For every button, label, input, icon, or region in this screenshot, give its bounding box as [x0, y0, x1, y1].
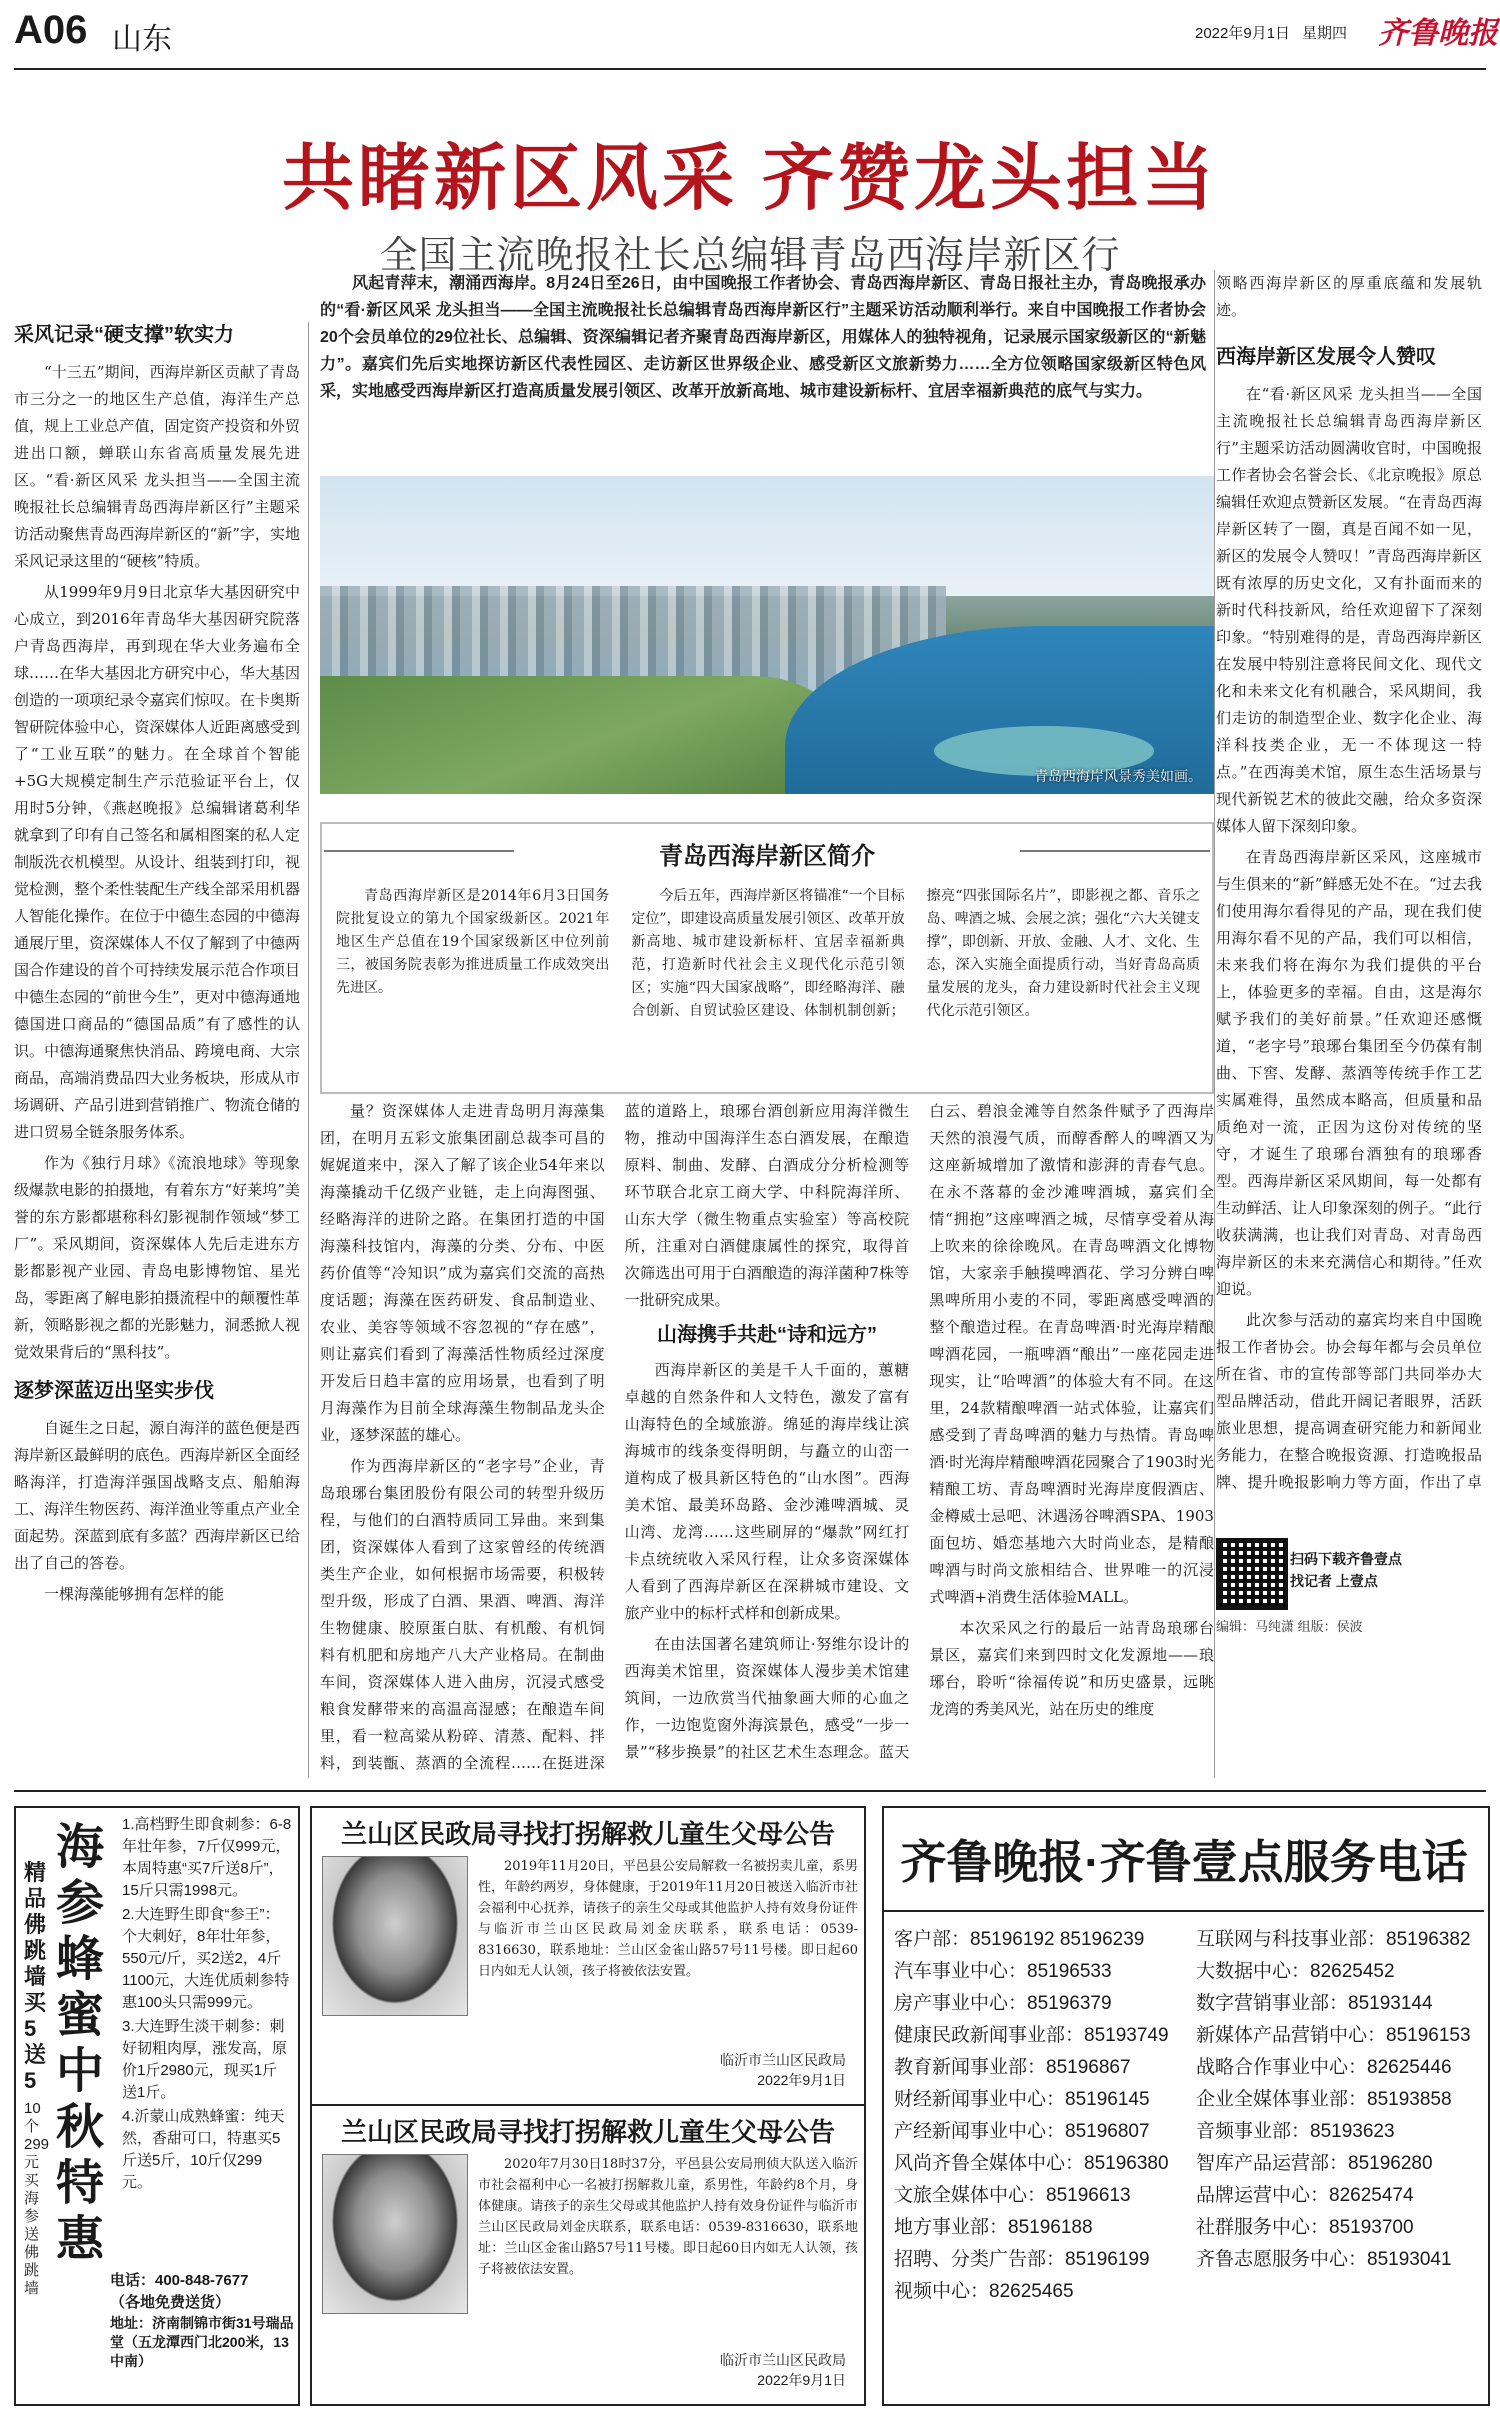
main-headline: 共睹新区风采 齐赞龙头担当 [281, 139, 1218, 219]
service-title-rule [884, 1910, 1484, 1912]
notice-2-title: 兰山区民政局寻找打拐解救儿童生父母公告 [340, 2117, 835, 2147]
child-photo [322, 1856, 468, 2016]
service-entry: 战略合作事业中心：82625446 [1196, 2057, 1452, 2078]
service-entry: 新媒体产品营销中心：85196153 [1196, 2025, 1471, 2046]
ad-delivery-note: （各地免费送货） [110, 2294, 231, 2311]
notice-1-sign [478, 2050, 846, 2090]
notice-1-title: 兰山区民政局寻找打拐解救儿童生父母公告 [340, 1819, 835, 1849]
left-paragraph: 一棵海藻能够拥有怎样的能 [44, 1585, 225, 1603]
right-column [1216, 270, 1482, 1490]
left-paragraph: 从1999年9月9日北京华大基因研究中心成立，到2016年青岛华大基因研究院落户青岛西海岸，再到现在华大业务遍布全球……在华大基因北方研究中心，华大基因创造的一项项纪录令嘉宾们惊叹。在卡奥斯智研院体验中心，资深媒体人近距离感受到了“工业互联”的魅力。在全球首个智能+5G大规模定制生产示范验证平台上，仅用时5分钟，《燕赵晚报》总编辑诸葛利华就拿到了印有自己签名和属相图案的私人定制版洗衣机模型。从设计、组装到打印，视觉检测，整个柔性装配生产线全部采用机器人智能化操作。在位于中德生态园的中德海通展厅里，资深媒体人不仅了解到了中德两国合作建设的首个可持续发展示范合作项目中德生态园的“前世今生”，更对中德海通地德国进口商品的“德国品质”有了感性的认识。中德海通聚焦快消品、跨境电商、大宗商品，高端消费品四大业务板块，形成从市场调研、产品引进到营销推广、物流仓储的进口贸易全链条服务体系。 [14, 583, 300, 1141]
editor-credit: 编辑：马纯潇 组版：侯波 [1216, 1619, 1363, 1634]
child-photo [322, 2154, 468, 2314]
middle-subtitle: 山海携手共赴“诗和远方” [656, 1324, 877, 1346]
ad-item: 1.高档野生即食刺参：6-8年壮年参，7斤仅999元，本周特惠“买7斤送8斤”，15斤只需1998元。 [122, 1816, 292, 1899]
ad-side-text: 精品佛跳墙买5送5 [24, 1860, 47, 2093]
middle-paragraph: 作为西海岸新区的“老字号”企业，青岛琅琊台集团股份有限公司的转型升级历程，与他们的白酒特质同工异曲。来到集团，资深媒体人看到了这家曾经的传统酒类生产企业，如何根据市场需要，积极转型升级，形成了白酒、果酒、啤酒、海洋生物健康、胶原蛋白肽、有机酸、有机饲料有机肥和房地产八大产业格局。在制曲车间，资深媒体人进入曲房，沉浸式感受粮食发酵带来的高温高湿感；在酿造车间里，看一粒高粱从粉碎、清蒸、配料、拌料，到装甑、蒸酒的全流程……在挺进深蓝的道路上，琅琊台酒创新应用海洋微生物，推动中国海洋生态白酒发展，在酿造原料、制曲、发酵、白酒成分分析检测等环节联合北京工商大学、中科院海洋所、山东大学（微生物重点实验室）等高校院所，注重对白酒健康属性的探究，取得首次筛选出可用于白酒酿造的海洋菌种7株等一批研究成果。 [320, 1102, 910, 1772]
left-column [14, 322, 300, 1778]
service-title: 齐鲁晚报·齐鲁壹点服务电话 [900, 1836, 1468, 1888]
ad-product-list [122, 1814, 292, 2196]
issue-weekday: 星期四 [1302, 25, 1348, 42]
service-entry: 文旅全媒体中心：85196613 [894, 2185, 1131, 2206]
middle-columns [320, 1098, 1214, 1778]
notice-1-date: 2022年9月1日 [757, 2072, 846, 2088]
service-entry: 健康民政新闻事业部：85193749 [894, 2025, 1169, 2046]
qr-code[interactable] [1216, 1538, 1288, 1610]
right-section-title: 西海岸新区发展令人赞叹 [1216, 346, 1436, 368]
ad-address: 地址：济南制锦市街31号瑞品堂（五龙潭西门北200米，13中南） [110, 2315, 294, 2369]
middle-paragraph: 量？资深媒体人走进青岛明月海藻集团，在明月五彩文旅集团副总裁李可昌的娓娓道来中，深入了解了该企业54年来以海藻撬动千亿级产业链，走上向海图强、经略海洋的进阶之路。在集团打造的中国海藻科技馆内，海藻的分类、分布、中医药价值等“冷知识”成为嘉宾们交流的高热度话题；海藻在医药研发、食品制造业、农业、美容等领域不容忽视的“存在感”，则让嘉宾们看到了海藻活性物质经过深度开发后日趋丰富的应用场景，也看到了明月海藻作为目前全球海藻生物制品龙头企业，逐梦深蓝的雄心。 [320, 1102, 605, 1444]
page-code: A06 [14, 8, 88, 52]
right-paragraph: 在“看·新区风采 龙头担当——全国主流晚报社长总编辑青岛西海岸新区行”主题采访活动圆满收官时，中国晚报工作者协会名誉会长、《北京晚报》原总编辑任欢迎点赞新区发展。“在青岛西海岸新区转了一圈，真是百闻不如一见，新区的发展令人赞叹！”青岛西海岸新区既有浓厚的历史文化，又有扑面而来的新时代科技新风，给任欢迎留下了深刻印象。“特别难得的是，青岛西海岸新区在发展中特别注意将民间文化、现代文化和未来文化有机融合，采风期间，我们走访的制造型企业、数字化企业、海洋科技类企业，无一不体现这一特点。”在西海美术馆，原生态生活场景与现代新锐艺术的彼此交融，给众多资深媒体人留下深刻印象。 [1216, 385, 1482, 835]
notice-2-date: 2022年9月1日 [757, 2372, 846, 2388]
intro-paragraph: 青岛西海岸新区是2014年6月3日国务院批复设立的第九个国家级新区。2021年地区生产总值在19个国家级新区中位列前三，被国务院表彰为推进质量工作成效突出先进区。 [336, 888, 610, 996]
service-entry: 房产事业中心：85196379 [894, 1993, 1112, 2014]
ad-item: 3.大连野生淡干刺参：刺好韧粗肉厚，涨发高，原价1斤2980元，现买1斤送1斤。 [122, 2018, 288, 2101]
right-paragraph: 在青岛西海岸新区采风，这座城市与生俱来的“新”鲜感无处不在。“过去我们使用海尔看得见的产品，现在我们使用海尔看不见的产品，我们可以相信，未来我们将在海尔为我们提供的平台上，体验更多的幸福。自由，这是海尔赋予我们的美好前景。”任欢迎还感慨道，“老字号”琅琊台集团至今仍葆有制曲、下窖、发酵、蒸酒等传统手作工艺实属难得，虽然成本略高，但质量和品质绝对一流，正因为这份对传统的坚守，才诞生了琅琊台酒独有的琅琊香型。西海岸新区采风期间，每一处都有生动鲜活、让人印象深刻的例子。“此行收获满满，也让我们对青岛、对青岛西海岸新区的未来充满信心和期待。”任欢迎说。 [1216, 848, 1482, 1298]
qr-caption-line1: 扫码下载齐鲁壹点 [1290, 1551, 1402, 1567]
lead-paragraph: 风起青萍末，潮涌西海岸。8月24日至26日，由中国晚报工作者协会、青岛西海岸新区、青岛日报社主办，青岛晚报承办的“看·新区风采 龙头担当——全国主流晚报社长总编辑青岛西海岸新区行”主题采访活动顺利举行。来自中国晚报工作者协会20个会员单位的29位社长、总编辑、资深编辑记者齐聚青岛西海岸新区，用媒体人的独特视角，记录展示国家级新区的“新魅力”。嘉宾们先后实地探访新区代表性园区、走访新区世界级企业、感受新区文旅新势力……全方位领略国家级新区特色风采，实地感受西海岸新区打造高质量发展引领区、改革开放新高地、城市建设新标杆、宜居幸福新典范的底气与实力。 [320, 275, 1206, 400]
notice-2-text: 2020年7月30日18时37分，平邑县公安局刑侦大队送入临沂市社会福利中心一名被打拐解救儿童，系男性，年龄约8个月，身体健康。请孩子的亲生父母或其他监护人持有效身份证件与临沂市兰山区民政局刘金庆联系，联系电话：0539-8316630，联系地址：兰山区金雀山路57号11号楼。即日起60日内如无人认领，孩子将被依法安置。 [478, 2157, 858, 2277]
service-entry: 音频事业部：85193623 [1196, 2121, 1395, 2142]
notice-1-text: 2019年11月20日，平邑县公安局解救一名被拐卖儿童，系男性，年龄约两岁，身体健康，于2019年11月20日被送入临沂市社会福利中心抚养，请孩子的亲生父母或其他监护人持有效身份证件与临沂市兰山区民政局刘金庆联系，联系电话：0539-8316630，联系地址：兰山区金雀山路57号11号楼。即日起60日内如无人认领，孩子将被依法安置。 [478, 1859, 858, 1979]
ad-phone: 电话：400-848-7677 [110, 2272, 249, 2289]
photo-sky [320, 476, 1214, 596]
left-section-title-2: 逐梦深蓝迈出坚实步伐 [14, 1380, 214, 1402]
issue-date: 2022年9月1日 [1195, 25, 1291, 42]
left-paragraph: 自诞生之日起，源自海洋的蓝色便是西海岸新区最鲜明的底色。西海岸新区全面经略海洋，打造海洋强国战略支点、船舶海工、海洋生物医药、海洋渔业等重点产业全面起势。深蓝到底有多蓝？西海岸新区已给出了自己的答卷。 [14, 1419, 300, 1572]
ad-item: 2.大连野生即食“参王”：个大刺好，8年壮年参，550元/斤，买2送2，4斤1100元，大连优质刺参特惠100头只需999元。 [122, 1906, 290, 2011]
left-paragraph: 作为《独行月球》《流浪地球》等现象级爆款电影的拍摄地，有着东方“好莱坞”美誉的东方影都堪称科幻影视制作领域“梦工厂”。采风期间，资深媒体人先后走进东方影都影视产业园、青岛电影博物馆、星光岛，零距离了解电影拍摄流程中的颠覆性革新，领略影视之都的光影魅力，洞悉掀人视觉效果背后的“黑科技”。 [14, 1154, 300, 1361]
right-paragraph: 此次参与活动的嘉宾均来自中国晚报工作者协会。协会每年都与会员单位所在省、市的宣传部等部门共同举办大型品牌活动，借此开阔记者眼界，活跃旅业思想，提高调查研究能力和新闻业务能力，在整合晚报资源、打造晚报品牌、提升晚报影响力等方面，作出了卓 [1216, 1311, 1482, 1490]
newspaper-logo: 齐鲁晚报 [1378, 16, 1498, 51]
intro-title: 青岛西海岸新区简介 [659, 843, 875, 870]
middle-paragraph: 本次采风之行的最后一站青岛琅琊台景区，嘉宾们来到四时文化发源地——琅琊台，聆听“徐福传说”和历史盛景，远眺龙湾的秀美风光，站在历史的维度 [929, 1619, 1214, 1718]
coastline-photo [320, 476, 1214, 794]
left-paragraph: “十三五”期间，西海岸新区贡献了青岛市三分之一的地区生产总值，海洋生产总值，规上工业总产值，固定资产投资和外贸进出口额，蝉联山东省高质量发展先进区。“看·新区风采 龙头担当——全国主流晚报社长总编辑青岛西海岸新区行”主题采访活动聚焦青岛西海岸新区的“新”字，实地采风记录这里的“硬核”特质。 [14, 363, 300, 570]
ad-side-text-secondary: 10个299元买海参送佛跳墙 [24, 2100, 50, 2297]
sub-headline: 全国主流晚报社长总编辑青岛西海岸新区行 [379, 235, 1121, 277]
section-name: 山东 [112, 23, 172, 56]
service-entry: 企业全媒体事业部：85193858 [1196, 2089, 1452, 2110]
service-entry: 财经新闻事业中心：85196145 [894, 2089, 1150, 2110]
ad-item: 4.沂蒙山成熟蜂蜜：纯天然，香甜可口，特惠买5斤送5斤，10斤仅299元。 [122, 2108, 285, 2191]
left-section-title-1: 采风记录“硬支撑”软实力 [14, 324, 234, 346]
photo-caption: 青岛西海岸风景秀美如画。 [1034, 768, 1202, 784]
service-entry: 产经新闻事业中心：85196807 [894, 2121, 1150, 2142]
service-entry: 教育新闻事业部：85196867 [894, 2057, 1131, 2078]
service-entry: 品牌运营中心：82625474 [1196, 2185, 1414, 2206]
service-entry: 客户部：85196192 85196239 [894, 1929, 1145, 1950]
header-rule [14, 68, 1486, 70]
qr-caption-line2: 找记者 上壹点 [1290, 1573, 1378, 1589]
column-divider [308, 322, 309, 1778]
service-entry: 风尚齐鲁全媒体中心：85196380 [894, 2153, 1169, 2174]
service-list-left [894, 1924, 1184, 2308]
ad-big-title: 海参蜂蜜中秋特惠 [56, 1821, 105, 2266]
service-entry: 齐鲁志愿服务中心：85193041 [1196, 2249, 1452, 2270]
service-entry: 视频中心：82625465 [894, 2281, 1074, 2302]
service-entry: 招聘、分类广告部：85196199 [894, 2249, 1150, 2270]
service-entry: 社群服务中心：85193700 [1196, 2217, 1414, 2238]
notice-2-sign [478, 2350, 846, 2390]
middle-paragraph: 西海岸新区的美是千人千面的，蕙糖卓越的自然条件和人文特色，激发了富有山海特色的全域旅游。绵延的海岸线让滨海城市的线条变得明朗，与矗立的山峦一道构成了极具新区特色的“山水图”。西海美术馆、最美环岛路、金沙滩啤酒城、灵山湾、龙湾……这些刷屏的“爆款”网红打卡点统统收入采风行程，让众多资深媒体人看到了西海岸新区在深耕城市建设、文旅产业中的标杆式样和创新成果。 [624, 1361, 910, 1622]
service-entry: 互联网与科技事业部：85196382 [1196, 1929, 1471, 1950]
ad-contact [110, 2270, 294, 2371]
intro-paragraph: 今后五年，西海岸新区将锚准“一个目标定位”，即建设高质量发展引领区、改革开放新高地、城市建设新标杆、宜居幸福新典范，打造新时代社会主义现代化示范引领区；实施“四大国家战略”，即经略海洋、融合创新、自贸试验区建设、体制机制创新；擦亮“四张国际名片”，即影视之都、音乐之岛、啤酒之城、会展之滨；强化“六大关键支撑”，即创新、开放、金融、人才、文化、生态，深入实施全面提质行动，当好青岛高质量发展的龙头，奋力建设新时代社会主义现代化示范引领区。 [631, 888, 1200, 1019]
column-divider [1214, 270, 1215, 1778]
right-top-text: 领略西海岸新区的厚重底蕴和发展轨迹。 [1216, 274, 1482, 319]
middle-paragraph: 在由法国著名建筑师让·努维尔设计的西海美术馆里，资深媒体人漫步美术馆建筑间，一边欣赏当代抽象画大师的心血之作，一边饱览窗外海滨景色，感受“一步一景”“移步换景”的社区艺术生态理念。蓝天白云、碧浪金滩等自然条件赋予了西海岸天然的浪漫气质，而醇香醉人的啤酒又为这座新城增加了激情和澎湃的青春气息。在永不落幕的金沙滩啤酒城，嘉宾们全情“拥抱”这座啤酒之城，尽情享受着从海上吹来的徐徐晚风。在青岛啤酒文化博物馆，大家亲手触摸啤酒花、学习分辨白啤黑啤所用小麦的不同，零距离感受啤酒的整个酿造过程。在青岛啤酒·时光海岸精酿啤酒花园，一瓶啤酒“酿出”一座花园走进现实，让“哈啤酒”的体验大有不同。在这里，24款精酿啤酒一站式体验，让嘉宾们感受到了青岛啤酒的魅力与热情。青岛啤酒·时光海岸精酿啤酒花园聚合了1903时光精酿工坊、青岛啤酒时光海岸度假酒店、金樽威士忌吧、沐遇汤谷啤酒SPA、1903面包坊、婚恋基地六大时尚业态，是精酿啤酒与时尚文旅相结合、世界唯一的沉浸式啤酒+消费生活体验MALL。 [624, 1102, 1214, 1761]
notice-2-org: 临沂市兰山区民政局 [720, 2352, 846, 2368]
qr-caption [1290, 1548, 1490, 1592]
service-entry: 数字营销事业部：85193144 [1196, 1993, 1433, 2014]
ad-section-rule [14, 1790, 1486, 1792]
service-entry: 智库产品运营部：85196280 [1196, 2153, 1433, 2174]
service-list-right [1196, 1924, 1480, 2276]
notice-1-org: 临沂市兰山区民政局 [720, 2052, 846, 2068]
service-entry: 地方事业部：85196188 [894, 2217, 1093, 2238]
service-entry: 汽车事业中心：85196533 [894, 1961, 1112, 1982]
intro-text [336, 885, 1200, 1081]
service-entry: 大数据中心：82625452 [1196, 1961, 1395, 1982]
